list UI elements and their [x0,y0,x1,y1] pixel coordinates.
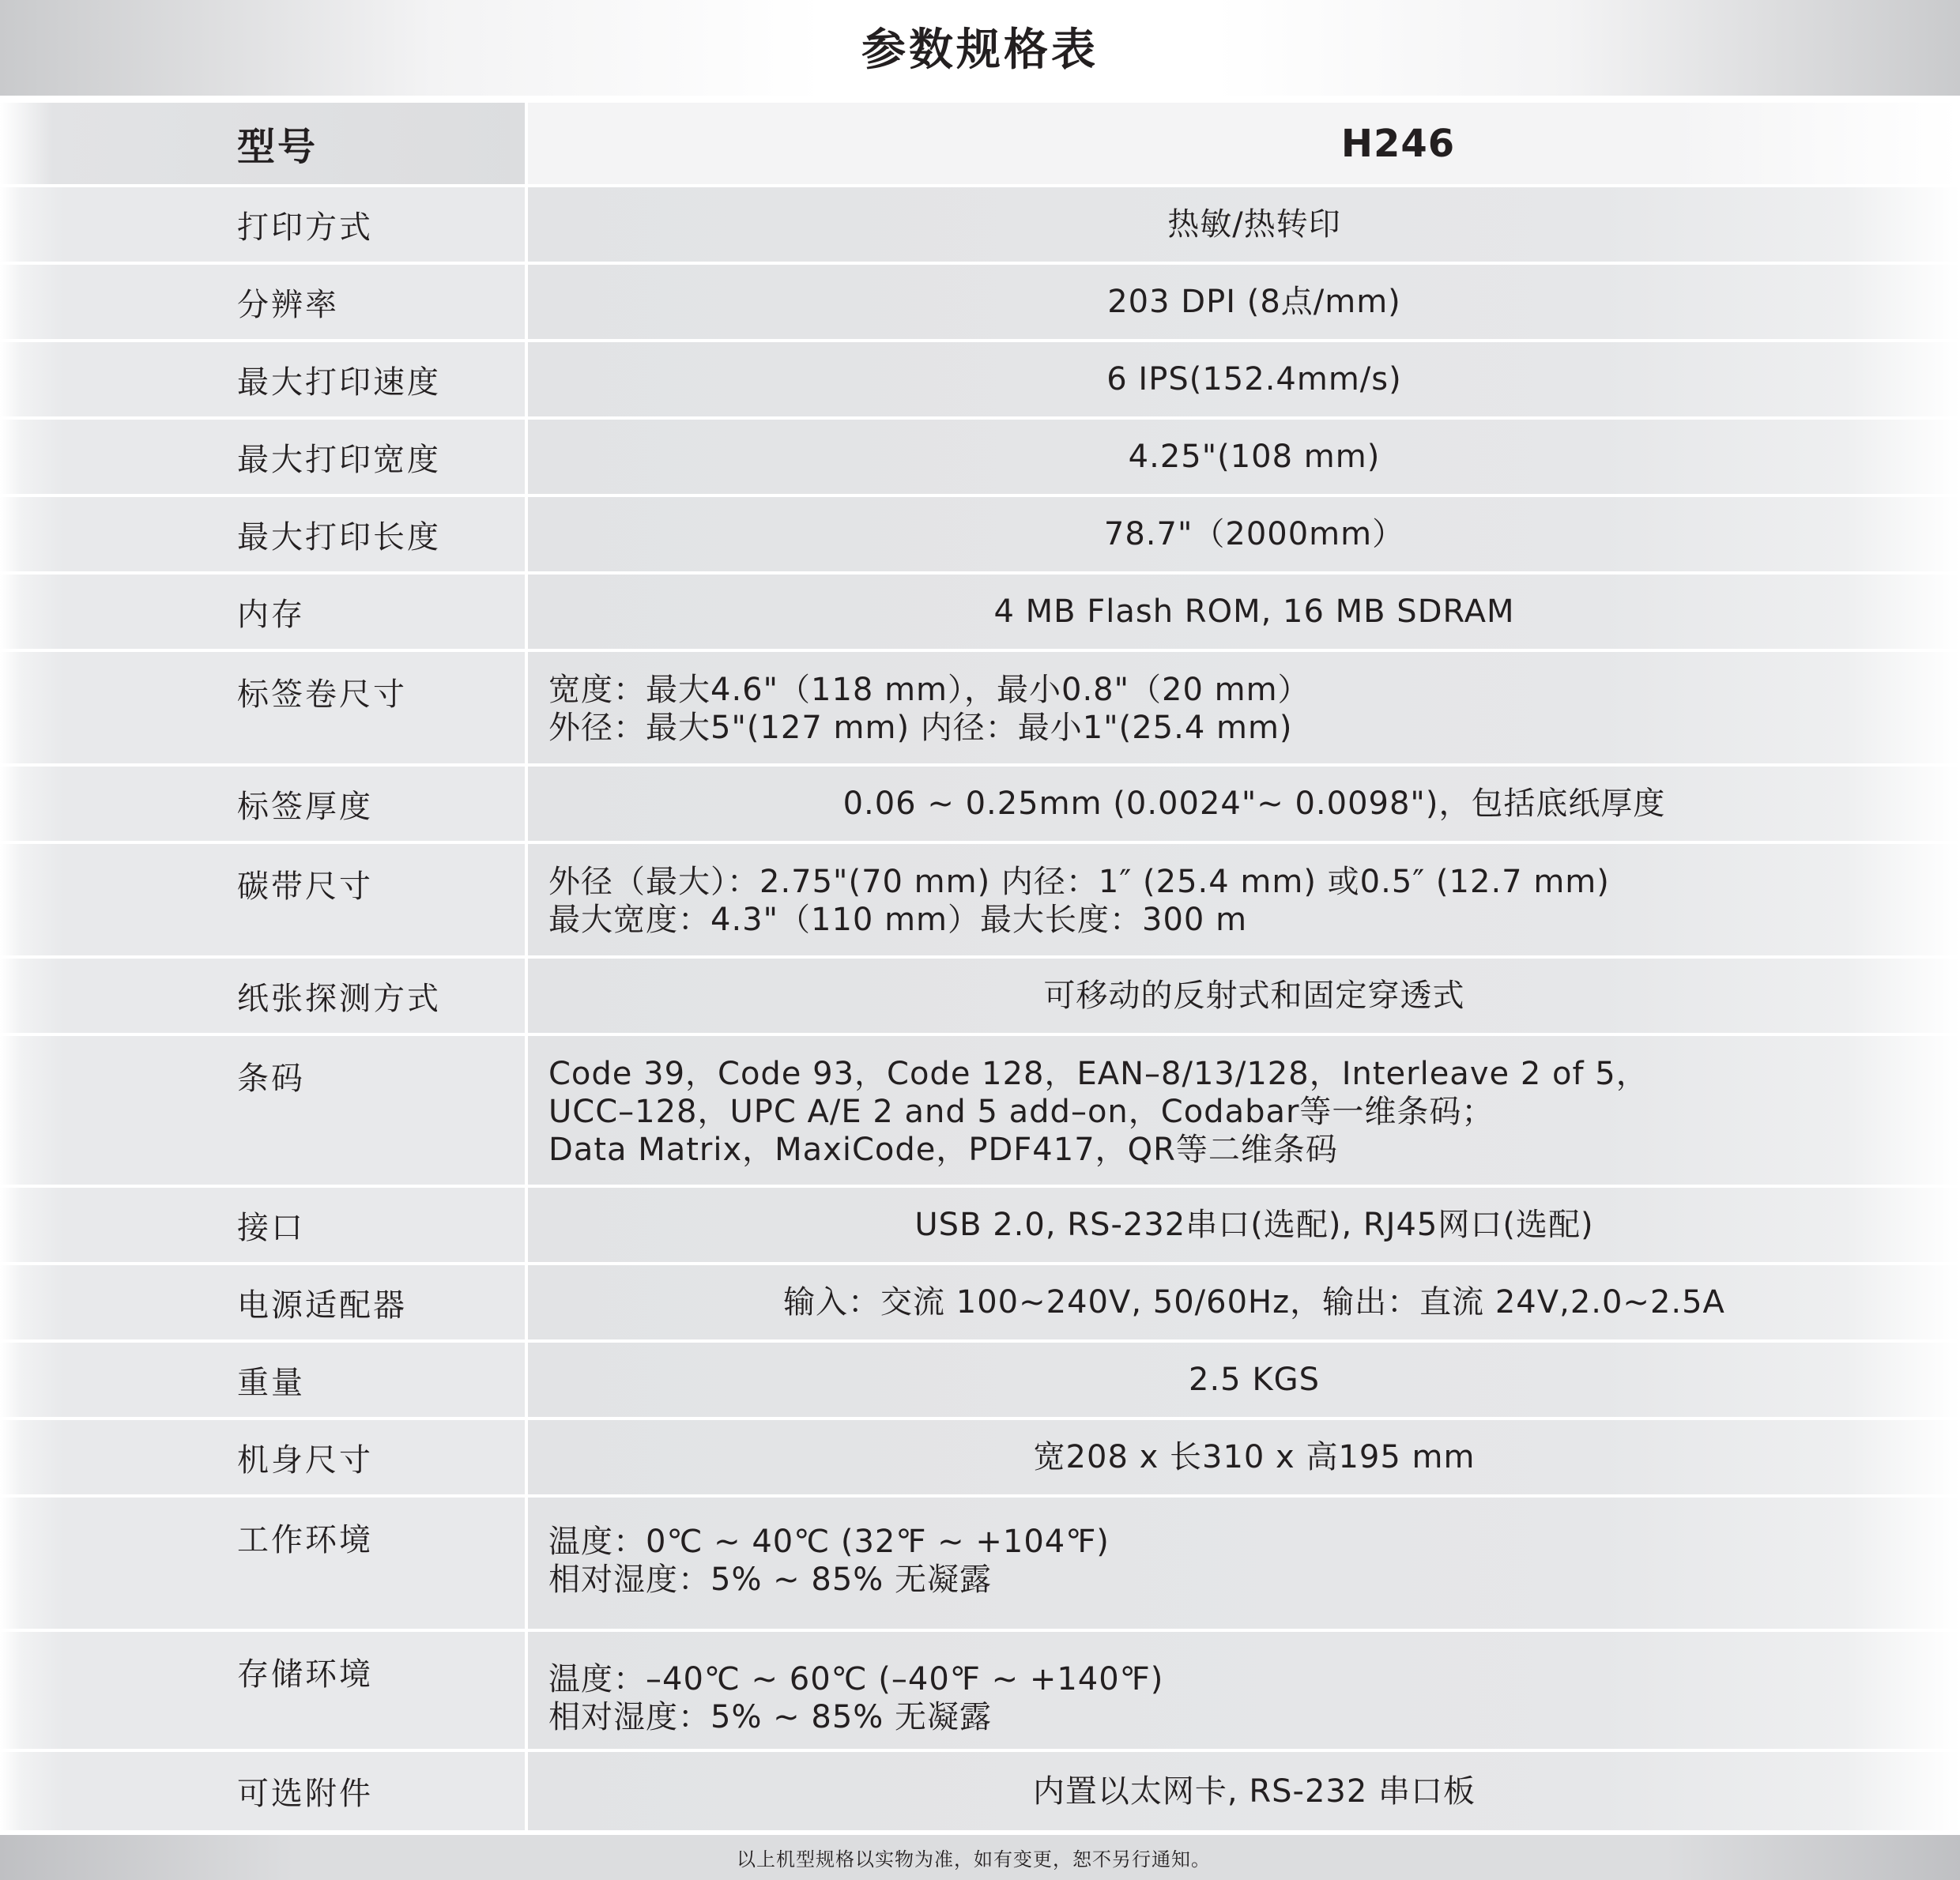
spec-row [0,767,1960,841]
footer-note: 以上机型规格以实物为准，如有变更，恕不另行通知。 [737,1848,1211,1871]
spec-label: 可选附件 [237,1776,373,1812]
spec-row [0,342,1960,416]
spec-label-cell [0,420,525,494]
spec-label: 最大打印速度 [237,364,441,401]
spec-value-cell [528,342,1960,416]
model-label: 型号 [237,125,318,169]
spec-label: 最大打印宽度 [237,441,441,478]
spec-label-cell [0,1752,525,1830]
footer-bar [0,1835,1960,1880]
spec-value-cell [528,1265,1960,1339]
spec-label: 最大打印长度 [237,518,441,556]
spec-label-cell [0,575,525,649]
spec-row [0,187,1960,262]
spec-value-line: 外径（最大）：2.75"(70 mm) 内径：1″ (25.4 mm) 或0.5″ (12.7 mm) [548,864,1610,900]
spec-value-cell [528,497,1960,571]
spec-label-cell [0,1188,525,1262]
title-bar [0,0,1960,96]
model-value: H246 [1340,121,1456,166]
spec-value-cell [528,420,1960,494]
spec-value-cell [528,1036,1960,1185]
spec-row [0,420,1960,494]
spec-value-line: 203 DPI (8点/mm) [1107,284,1401,320]
spec-label-cell [0,959,525,1033]
spec-label: 打印方式 [237,209,373,246]
spec-value-line: 最大宽度：4.3"（110 mm）最大长度：300 m [548,902,1248,938]
spec-value-line: 4.25"(108 mm) [1128,439,1381,475]
spec-value-line: UCC–128，UPC A/E 2 and 5 add–on，Codabar等一维条码； [548,1094,1494,1130]
spec-value-line: 0.06 ~ 0.25mm (0.0024"~ 0.0098")，包括底纸厚度 [842,786,1666,822]
spec-value-cell [528,1752,1960,1830]
spec-value-line: 可移动的反射式和固定穿透式 [1043,978,1465,1014]
spec-row [0,1036,1960,1185]
spec-label: 接口 [237,1209,305,1246]
spec-label-cell [0,1343,525,1417]
spec-label: 碳带尺寸 [237,868,373,905]
spec-label-cell [0,767,525,841]
spec-value-line: 外径：最大5"(127 mm) 内径：最小1"(25.4 mm) [548,710,1293,746]
spec-label: 分辨率 [237,286,339,323]
spec-value-line: 输入：交流 100~240V, 50/60Hz，输出：直流 24V,2.0~2.5A [783,1284,1725,1321]
spec-label: 标签厚度 [237,788,373,825]
spec-label-cell [0,497,525,571]
spec-value-cell [528,1343,1960,1417]
spec-label-cell [0,1498,525,1629]
spec-row [0,1420,1960,1494]
spec-value-line: 4 MB Flash ROM, 16 MB SDRAM [993,593,1515,630]
spec-row [0,1752,1960,1830]
spec-label-cell [0,1036,525,1185]
spec-value-line: 78.7"（2000mm） [1103,516,1405,552]
spec-value-line: 内置以太网卡, RS-232 串口板 [1032,1773,1476,1810]
spec-value-line: 热敏/热转印 [1167,206,1341,243]
spec-value-cell [528,265,1960,339]
spec-label: 内存 [237,596,305,633]
spec-label-cell [0,342,525,416]
spec-row [0,1265,1960,1339]
spec-value-line: 宽度：最大4.6"（118 mm），最小0.8"（20 mm） [548,672,1310,708]
spec-label: 存储环境 [237,1656,373,1693]
spec-value-cell [528,1188,1960,1262]
spec-value-cell [528,1632,1960,1749]
spec-label-cell [0,187,525,262]
spec-row [0,497,1960,571]
model-row [0,103,1960,184]
spec-rows [0,187,1960,1830]
spec-row [0,575,1960,649]
spec-row [0,1632,1960,1749]
spec-value-cell [528,959,1960,1033]
spec-label: 电源适配器 [237,1287,407,1324]
spec-label-cell [0,652,525,763]
spec-row [0,1343,1960,1417]
spec-table [0,103,1960,1830]
spec-value-cell [528,767,1960,841]
spec-value-line: 相对湿度：5% ~ 85% 无凝露 [548,1699,993,1735]
spec-label: 机身尺寸 [237,1441,373,1479]
spec-value-line: Data Matrix，MaxiCode，PDF417，QR等二维条码 [548,1132,1338,1168]
spec-row [0,652,1960,763]
spec-label-cell [0,1420,525,1494]
spec-value-cell [528,652,1960,763]
page-title: 参数规格表 [861,24,1099,76]
spec-value-line: 宽208 x 长310 x 高195 mm [1033,1439,1476,1475]
spec-value-cell [528,187,1960,262]
spec-row [0,1188,1960,1262]
spec-value-line: 温度：–40℃ ~ 60℃ (–40℉ ~ +140℉) [548,1661,1164,1697]
spec-label: 工作环境 [237,1522,373,1558]
spec-label: 标签卷尺寸 [237,676,407,713]
spec-label-cell [0,265,525,339]
spec-value-cell [528,575,1960,649]
spec-label-cell [0,1265,525,1339]
model-label-cell [0,103,525,184]
spec-value-line: 温度：0℃ ~ 40℃ (32℉ ~ +104℉) [548,1524,1110,1560]
spec-label: 重量 [237,1364,305,1401]
spec-row [0,1498,1960,1629]
spec-value-line: USB 2.0, RS-232串口(选配), RJ45网口(选配) [914,1207,1594,1243]
spec-row [0,959,1960,1033]
spec-label-cell [0,1632,525,1749]
spec-row [0,265,1960,339]
spec-value-line: Code 39，Code 93，Code 128，EAN–8/13/128，Interleave 2 of 5， [548,1056,1649,1092]
spec-label: 条码 [237,1061,305,1097]
spec-value-cell [528,1420,1960,1494]
spec-label: 纸张探测方式 [237,980,441,1017]
spec-value-line: 2.5 KGS [1189,1362,1320,1398]
spec-label-cell [0,844,525,955]
spec-value-line: 相对湿度：5% ~ 85% 无凝露 [548,1562,993,1598]
spec-value-line: 6 IPS(152.4mm/s) [1106,361,1402,397]
spec-value-cell [528,1498,1960,1629]
spec-row [0,844,1960,955]
model-value-cell [528,103,1960,184]
spec-value-cell [528,844,1960,955]
